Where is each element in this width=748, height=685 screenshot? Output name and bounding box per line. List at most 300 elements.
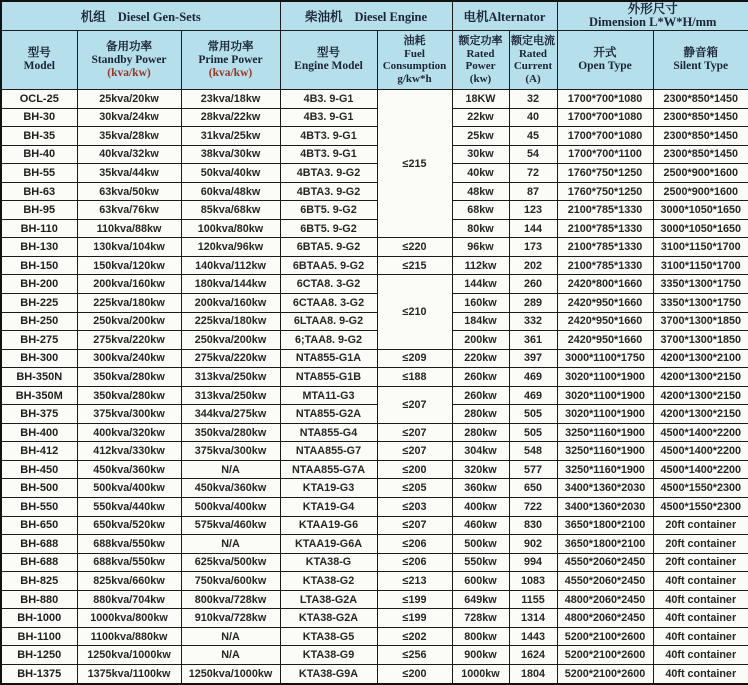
cell-prime-power: 344kva/275kw (181, 405, 280, 424)
cell-engine-model: 6BT5. 9-G2 (280, 219, 377, 238)
table-row (1, 405, 748, 424)
cell-rated-current: 1624 (509, 646, 557, 665)
cell-open-type: 5200*2100*2600 (557, 627, 653, 646)
cell-standby-power: 130kva/104kw (77, 238, 181, 257)
table-row (1, 275, 748, 294)
cell-standby-power: 1000kva/800kw (77, 609, 181, 628)
cell-prime-power: 800kva/728kw (181, 590, 280, 609)
cell-engine-model: NTA855-G1A (280, 349, 377, 368)
cell-open-type: 2100*785*1330 (557, 238, 653, 257)
cell-prime-power: 200kva/160kw (181, 294, 280, 313)
cell-engine-model: 4BTA3. 9-G2 (280, 182, 377, 201)
cell-silent-type: 3000*1050*1650 (653, 201, 748, 220)
cell-standby-power: 1250kva/1000kw (77, 646, 181, 665)
cell-rated-current: 361 (509, 331, 557, 350)
cell-open-type: 2420*950*1660 (557, 294, 653, 313)
cell-engine-model: KTA38-G9 (280, 646, 377, 665)
cell-fuel-consumption: ≤202 (377, 627, 452, 646)
col-label-unit: g/kw*h (397, 72, 432, 85)
cell-open-type: 3250*1160*1900 (557, 460, 653, 479)
cell-rated-current: 289 (509, 294, 557, 313)
cell-engine-model: KTA38-G2A (280, 609, 377, 628)
cell-rated-power: 184kw (452, 312, 509, 331)
cell-model: BH-1000 (1, 609, 77, 628)
cell-model: BH-55 (1, 164, 77, 183)
cell-engine-model: MTA11-G3 (280, 386, 377, 405)
cell-silent-type: 4500*1550*2300 (653, 498, 748, 517)
cell-rated-current: 173 (509, 238, 557, 257)
cell-standby-power: 63kva/50kw (77, 182, 181, 201)
table-row (1, 479, 748, 498)
cell-rated-power: 160kw (452, 294, 509, 313)
cell-engine-model: NTAA855-G7 (280, 442, 377, 461)
cell-fuel-consumption: ≤203 (377, 498, 452, 517)
cell-standby-power: 200kva/160kw (77, 275, 181, 294)
cell-rated-power: 220kw (452, 349, 509, 368)
cell-rated-power: 260kw (452, 386, 509, 405)
cell-open-type: 4800*2060*2450 (557, 609, 653, 628)
cell-open-type: 2420*950*1660 (557, 331, 653, 350)
cell-rated-power: 600kw (452, 572, 509, 591)
cell-rated-power: 800kw (452, 627, 509, 646)
table-row (1, 535, 748, 554)
cell-prime-power: 625kva/500kw (181, 553, 280, 572)
table-row (1, 238, 748, 257)
table-row (1, 182, 748, 201)
group-label-en: Alternator (488, 9, 546, 24)
cell-silent-type: 2500*900*1600 (653, 164, 748, 183)
cell-prime-power: 500kva/400kw (181, 498, 280, 517)
cell-open-type: 3250*1160*1900 (557, 442, 653, 461)
cell-engine-model: 6CTA8. 3-G2 (280, 275, 377, 294)
cell-silent-type: 2300*850*1450 (653, 90, 748, 109)
cell-engine-model: KTA19-G4 (280, 498, 377, 517)
cell-engine-model: KTA38-G5 (280, 627, 377, 646)
cell-prime-power: N/A (181, 627, 280, 646)
cell-prime-power: 275kva/220kw (181, 349, 280, 368)
cell-open-type: 3650*1800*2100 (557, 535, 653, 554)
cell-silent-type: 40ft container (653, 664, 748, 684)
cell-standby-power: 412kva/330kw (77, 442, 181, 461)
cell-standby-power: 35kva/28kw (77, 127, 181, 146)
cell-rated-power: 112kw (452, 256, 509, 275)
cell-standby-power: 350kva/280kw (77, 386, 181, 405)
col-label-en: Current (513, 60, 553, 72)
col-header-fuel-consumption (377, 31, 452, 90)
cell-rated-power: 460kw (452, 516, 509, 535)
cell-engine-model: KTA38-G9A (280, 664, 377, 684)
col-label-zh: 常用功率 (207, 40, 254, 53)
cell-open-type: 3400*1360*2030 (557, 479, 653, 498)
cell-prime-power: 225kva/180kw (181, 312, 280, 331)
cell-standby-power: 688kva/550kw (77, 553, 181, 572)
cell-silent-type: 3350*1300*1750 (653, 294, 748, 313)
cell-engine-model: 6LTAA8. 9-G2 (280, 312, 377, 331)
cell-engine-model: 4BTA3. 9-G2 (280, 164, 377, 183)
cell-open-type: 2100*785*1330 (557, 201, 653, 220)
cell-rated-power: 22kw (452, 108, 509, 127)
cell-open-type: 1700*700*1080 (557, 90, 653, 109)
cell-fuel-consumption: ≤206 (377, 535, 452, 554)
cell-silent-type: 3700*1300*1850 (653, 331, 748, 350)
col-label-en: Silent Type (673, 60, 729, 72)
cell-model: BH-400 (1, 423, 77, 442)
cell-rated-current: 45 (509, 127, 557, 146)
cell-prime-power: 313kva/250kw (181, 368, 280, 387)
cell-standby-power: 650kva/520kw (77, 516, 181, 535)
cell-standby-power: 250kva/200kw (77, 312, 181, 331)
table-row (1, 442, 748, 461)
group-header-row (1, 1, 748, 31)
cell-standby-power: 63kva/76kw (77, 201, 181, 220)
cell-model: BH-63 (1, 182, 77, 201)
cell-model: BH-30 (1, 108, 77, 127)
cell-prime-power: 100kva/80kw (181, 219, 280, 238)
cell-prime-power: 85kva/68kw (181, 201, 280, 220)
col-label-unit: (kw) (469, 72, 492, 85)
cell-model: BH-110 (1, 219, 77, 238)
cell-model: BH-275 (1, 331, 77, 350)
cell-rated-current: 722 (509, 498, 557, 517)
cell-prime-power: 38kva/30kw (181, 145, 280, 164)
cell-rated-current: 260 (509, 275, 557, 294)
cell-standby-power: 400kva/320kw (77, 423, 181, 442)
cell-fuel-consumption: ≤209 (377, 349, 452, 368)
cell-silent-type: 4200*1300*2150 (653, 386, 748, 405)
group-label-en: Diesel Engine (354, 9, 428, 24)
cell-rated-power: 68kw (452, 201, 509, 220)
cell-model: BH-130 (1, 238, 77, 257)
table-row (1, 349, 748, 368)
cell-engine-model: 6BT5. 9-G2 (280, 201, 377, 220)
table-row (1, 553, 748, 572)
cell-silent-type: 2300*850*1450 (653, 145, 748, 164)
cell-model: BH-300 (1, 349, 77, 368)
cell-engine-model: 4B3. 9-G1 (280, 108, 377, 127)
cell-fuel-consumption: ≤256 (377, 646, 452, 665)
cell-engine-model: 6BTAA5. 9-G2 (280, 256, 377, 275)
cell-engine-model: 6CTAA8. 3-G2 (280, 294, 377, 313)
cell-prime-power: N/A (181, 535, 280, 554)
cell-open-type: 2100*785*1330 (557, 219, 653, 238)
cell-open-type: 4550*2060*2450 (557, 572, 653, 591)
cell-rated-power: 280kw (452, 405, 509, 424)
table-row (1, 498, 748, 517)
cell-rated-current: 902 (509, 535, 557, 554)
table-row (1, 164, 748, 183)
table-row (1, 609, 748, 628)
cell-standby-power: 275kva/220kw (77, 331, 181, 350)
cell-rated-current: 1155 (509, 590, 557, 609)
cell-rated-current: 577 (509, 460, 557, 479)
col-label-en: Fuel (404, 47, 425, 60)
col-label-zh: 型号 (27, 47, 51, 59)
col-label-en: Model (23, 60, 55, 72)
cell-silent-type: 40ft container (653, 609, 748, 628)
cell-rated-current: 1083 (509, 572, 557, 591)
cell-prime-power: 60kva/48kw (181, 182, 280, 201)
col-header-open-type (557, 31, 653, 90)
table-row (1, 664, 748, 684)
cell-rated-current: 469 (509, 386, 557, 405)
cell-open-type: 1700*700*1080 (557, 108, 653, 127)
cell-prime-power: 120kva/96kw (181, 238, 280, 257)
table-row (1, 145, 748, 164)
cell-engine-model: NTA855-G1B (280, 368, 377, 387)
cell-model: BH-1100 (1, 627, 77, 646)
table-row (1, 516, 748, 535)
cell-prime-power: 250kva/200kw (181, 331, 280, 350)
group-label-en: Dimension L*W*H/mm (589, 15, 717, 29)
cell-rated-current: 144 (509, 219, 557, 238)
col-header-standby-power (77, 31, 181, 90)
cell-rated-power: 280kw (452, 423, 509, 442)
cell-silent-type: 4200*1300*2150 (653, 368, 748, 387)
cell-standby-power: 300kva/240kw (77, 349, 181, 368)
cell-rated-power: 18KW (452, 90, 509, 109)
col-label-zh: 静音箱 (683, 47, 718, 59)
cell-rated-current: 54 (509, 145, 557, 164)
cell-standby-power: 500kva/400kw (77, 479, 181, 498)
cell-fuel-consumption: ≤213 (377, 572, 452, 591)
cell-open-type: 3650*1800*2100 (557, 516, 653, 535)
table-row (1, 423, 748, 442)
cell-model: BH-500 (1, 479, 77, 498)
cell-standby-power: 350kva/280kw (77, 368, 181, 387)
cell-rated-power: 260kw (452, 368, 509, 387)
cell-prime-power: 313kva/250kw (181, 386, 280, 405)
cell-engine-model: 6BTA5. 9-G2 (280, 238, 377, 257)
cell-prime-power: 180kva/144kw (181, 275, 280, 294)
cell-engine-model: KTA38-G2 (280, 572, 377, 591)
cell-open-type: 3250*1160*1900 (557, 423, 653, 442)
cell-open-type: 1700*700*1100 (557, 145, 653, 164)
cell-rated-power: 200kw (452, 331, 509, 350)
cell-engine-model: 4B3. 9-G1 (280, 90, 377, 109)
group-header-alternator (452, 1, 557, 31)
cell-model: BH-95 (1, 201, 77, 220)
cell-silent-type: 3350*1300*1750 (653, 275, 748, 294)
cell-rated-current: 123 (509, 201, 557, 220)
cell-prime-power: 31kva/25kw (181, 127, 280, 146)
cell-silent-type: 2300*850*1450 (653, 127, 748, 146)
table-header (1, 1, 748, 90)
cell-silent-type: 4500*1400*2200 (653, 442, 748, 461)
cell-engine-model: 4BT3. 9-G1 (280, 145, 377, 164)
cell-rated-power: 550kw (452, 553, 509, 572)
col-header-rated-current (509, 31, 557, 90)
col-label-en: Prime Power (198, 53, 263, 66)
col-header-model (1, 31, 77, 90)
cell-fuel-consumption: ≤200 (377, 460, 452, 479)
cell-rated-power: 320kw (452, 460, 509, 479)
cell-silent-type: 4500*1550*2300 (653, 479, 748, 498)
cell-rated-current: 397 (509, 349, 557, 368)
cell-prime-power: 23kva/18kw (181, 90, 280, 109)
cell-prime-power: 450kva/360kw (181, 479, 280, 498)
cell-prime-power: N/A (181, 460, 280, 479)
cell-engine-model: KTA19-G3 (280, 479, 377, 498)
cell-rated-power: 48kw (452, 182, 509, 201)
cell-rated-power: 40kw (452, 164, 509, 183)
cell-rated-power: 30kw (452, 145, 509, 164)
cell-rated-power: 80kw (452, 219, 509, 238)
table-row (1, 646, 748, 665)
cell-model: BH-650 (1, 516, 77, 535)
table-row (1, 108, 748, 127)
table-row (1, 90, 748, 109)
cell-model: OCL-25 (1, 90, 77, 109)
cell-model: BH-375 (1, 405, 77, 424)
cell-open-type: 1760*750*1250 (557, 182, 653, 201)
cell-model: BH-35 (1, 127, 77, 146)
cell-silent-type: 3000*1050*1650 (653, 219, 748, 238)
cell-silent-type: 4200*1300*2150 (653, 405, 748, 424)
cell-rated-current: 505 (509, 405, 557, 424)
cell-rated-power: 1000kw (452, 664, 509, 684)
cell-rated-current: 1443 (509, 627, 557, 646)
group-label-zh: 电机 (463, 9, 489, 24)
cell-model: BH-250 (1, 312, 77, 331)
cell-fuel-consumption: ≤205 (377, 479, 452, 498)
cell-silent-type: 20ft container (653, 535, 748, 554)
cell-engine-model: LTA38-G2A (280, 590, 377, 609)
cell-rated-power: 360kw (452, 479, 509, 498)
cell-standby-power: 35kva/44kw (77, 164, 181, 183)
cell-silent-type: 40ft container (653, 646, 748, 665)
cell-engine-model: NTA855-G4 (280, 423, 377, 442)
table-row (1, 590, 748, 609)
col-label-en: Rated (466, 47, 495, 60)
cell-prime-power: 140kva/112kw (181, 256, 280, 275)
cell-fuel-consumption: ≤207 (377, 386, 452, 423)
cell-prime-power: N/A (181, 646, 280, 665)
table-row (1, 127, 748, 146)
group-label-zh: 柴油机 (304, 9, 343, 24)
table-row (1, 572, 748, 591)
cell-model: BH-40 (1, 145, 77, 164)
cell-model: BH-688 (1, 553, 77, 572)
cell-standby-power: 40kva/32kw (77, 145, 181, 164)
cell-engine-model: 6;TAA8. 9-G2 (280, 331, 377, 350)
col-label-en: Rated (518, 47, 548, 60)
group-label-zh: 机组 (80, 9, 106, 24)
cell-rated-power: 25kw (452, 127, 509, 146)
cell-silent-type: 40ft container (653, 572, 748, 591)
cell-rated-current: 332 (509, 312, 557, 331)
cell-rated-power: 96kw (452, 238, 509, 257)
group-header-diesel-engine (280, 1, 452, 31)
col-label-en: Standby Power (91, 53, 167, 66)
cell-fuel-consumption: ≤199 (377, 590, 452, 609)
cell-open-type: 3020*1100*1900 (557, 386, 653, 405)
col-header-prime-power (181, 31, 280, 90)
cell-rated-power: 304kw (452, 442, 509, 461)
cell-model: BH-1375 (1, 664, 77, 684)
cell-silent-type: 40ft container (653, 590, 748, 609)
cell-model: BH-450 (1, 460, 77, 479)
cell-model: BH-1250 (1, 646, 77, 665)
col-label-unit: (A) (525, 72, 541, 85)
cell-prime-power: 50kva/40kw (181, 164, 280, 183)
cell-silent-type: 2500*900*1600 (653, 182, 748, 201)
cell-open-type: 1700*700*1080 (557, 127, 653, 146)
cell-standby-power: 110kva/88kw (77, 219, 181, 238)
cell-rated-current: 1804 (509, 664, 557, 684)
col-label-en: Engine Model (294, 60, 363, 72)
cell-fuel-consumption: ≤200 (377, 664, 452, 684)
cell-model: BH-412 (1, 442, 77, 461)
cell-fuel-consumption: ≤215 (377, 90, 452, 238)
cell-model: BH-350N (1, 368, 77, 387)
cell-rated-power: 728kw (452, 609, 509, 628)
cell-silent-type: 4500*1400*2200 (653, 423, 748, 442)
cell-silent-type: 3700*1300*1850 (653, 312, 748, 331)
cell-fuel-consumption: ≤215 (377, 256, 452, 275)
cell-open-type: 2420*950*1660 (557, 312, 653, 331)
cell-standby-power: 880kva/704kw (77, 590, 181, 609)
cell-standby-power: 1375kva/1100kw (77, 664, 181, 684)
cell-standby-power: 375kva/300kw (77, 405, 181, 424)
cell-rated-power: 649kw (452, 590, 509, 609)
col-label-zh: 额定电流 (511, 35, 555, 47)
cell-model: BH-225 (1, 294, 77, 313)
cell-engine-model: NTA855-G2A (280, 405, 377, 424)
cell-open-type: 3000*1100*1750 (557, 349, 653, 368)
cell-open-type: 3020*1100*1900 (557, 405, 653, 424)
cell-rated-current: 202 (509, 256, 557, 275)
cell-fuel-consumption: ≤206 (377, 553, 452, 572)
col-label-en: Power (465, 60, 496, 72)
cell-model: BH-825 (1, 572, 77, 591)
cell-silent-type: 20ft container (653, 516, 748, 535)
cell-model: BH-688 (1, 535, 77, 554)
cell-standby-power: 550kva/440kw (77, 498, 181, 517)
col-label-zh: 额定功率 (458, 35, 503, 47)
group-label-zh: 外形尺寸 (627, 2, 678, 16)
cell-rated-current: 830 (509, 516, 557, 535)
cell-model: BH-880 (1, 590, 77, 609)
cell-fuel-consumption: ≤207 (377, 516, 452, 535)
cell-standby-power: 450kva/360kw (77, 460, 181, 479)
col-header-rated-power (452, 31, 509, 90)
cell-open-type: 4550*2060*2450 (557, 553, 653, 572)
cell-rated-power: 144kw (452, 275, 509, 294)
cell-silent-type: 40ft container (653, 627, 748, 646)
cell-rated-current: 72 (509, 164, 557, 183)
cell-prime-power: 910kva/728kw (181, 609, 280, 628)
cell-prime-power: 575kva/460kw (181, 516, 280, 535)
cell-standby-power: 25kva/20kw (77, 90, 181, 109)
cell-prime-power: 28kva/22kw (181, 108, 280, 127)
cell-fuel-consumption: ≤207 (377, 442, 452, 461)
cell-open-type: 2420*800*1660 (557, 275, 653, 294)
cell-rated-current: 548 (509, 442, 557, 461)
col-label-zh: 油耗 (403, 35, 426, 47)
cell-standby-power: 825kva/660kw (77, 572, 181, 591)
cell-open-type: 1760*750*1250 (557, 164, 653, 183)
cell-model: BH-550 (1, 498, 77, 517)
group-header-dimension (557, 1, 748, 31)
column-header-row (1, 31, 748, 90)
cell-engine-model: KTAA19-G6 (280, 516, 377, 535)
cell-open-type: 3400*1360*2030 (557, 498, 653, 517)
cell-open-type: 4800*2060*2450 (557, 590, 653, 609)
cell-rated-current: 87 (509, 182, 557, 201)
cell-engine-model: NTAA855-G7A (280, 460, 377, 479)
cell-silent-type: 20ft container (653, 553, 748, 572)
cell-open-type: 5200*2100*2600 (557, 664, 653, 684)
